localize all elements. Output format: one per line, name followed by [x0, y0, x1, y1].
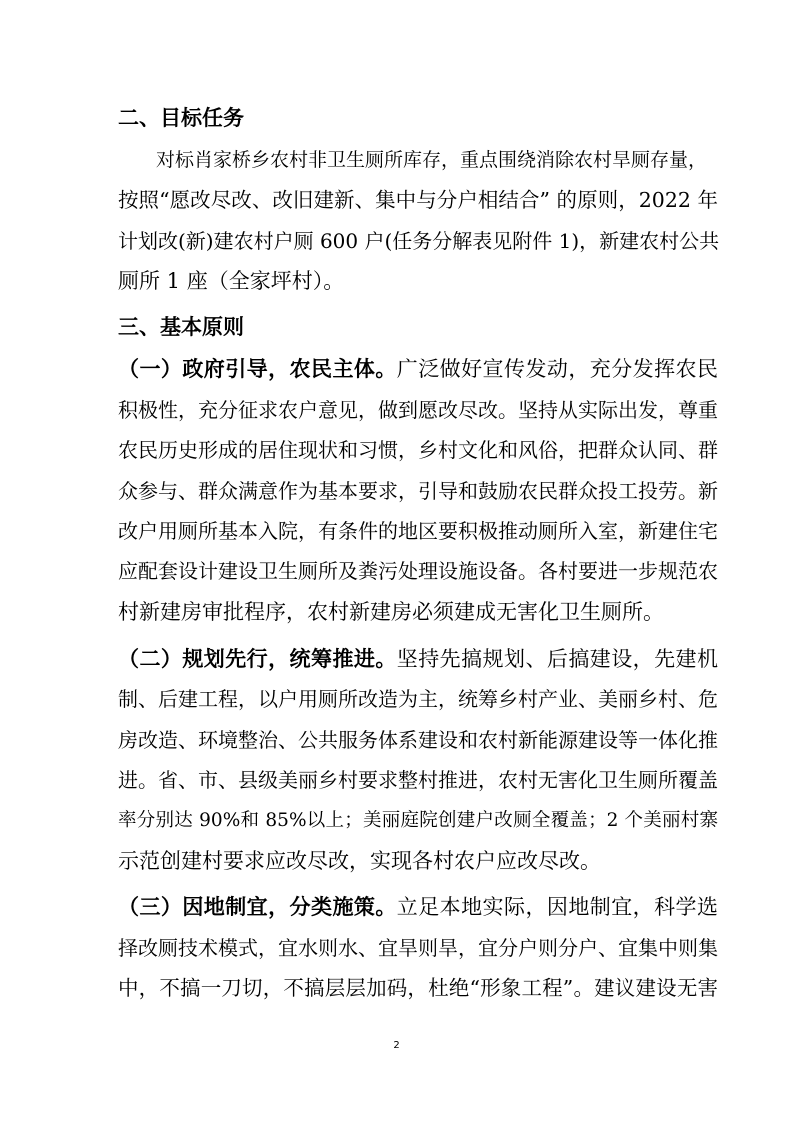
paragraph-line: 房改造、环境整治、公共服务体系建设和农村新能源建设等一体化推 — [118, 728, 718, 752]
paragraph-line: 进。省、市、县级美丽乡村要求整村推进，农村无害化卫生厕所覆盖 — [118, 768, 718, 792]
paragraph-line: 农民历史形成的居住现状和习惯，乡村文化和风俗，把群众认同、群 — [118, 438, 718, 462]
paragraph-line: 应配套设计建设卫生厕所及粪污处理设施设备。各村要进一步规范农 — [118, 559, 718, 583]
paragraph-line: 村新建房审批程序，农村新建房必须建成无害化卫生厕所。 — [118, 600, 664, 624]
paragraph-line: 计划改(新)建农村户厕 600 户(任务分解表见附件 1)，新建农村公共 — [118, 229, 720, 253]
paragraph-line: 对标肖家桥乡农村非卫生厕所库存，重点围绕消除农村旱厕存量， — [118, 149, 708, 171]
paragraph-line: 中，不搞一刀切，不搞层层加码，杜绝“形象工程”。建议建设无害 — [118, 976, 718, 1000]
principle-3-first-line — [118, 892, 718, 922]
principle-1-first-line — [118, 354, 718, 384]
principle-2-first-line — [118, 644, 718, 674]
paragraph-line: 示范创建村要求应改尽改，实现各村农户应改尽改。 — [118, 849, 601, 873]
heading-target-tasks: 二、目标任务 — [118, 106, 244, 130]
paragraph-line: 众参与、群众满意作为基本要求，引导和鼓励农民群众投工投劳。新 — [118, 479, 718, 503]
paragraph-line: 率分别达 90%和 85%以上；美丽庭院创建户改厕全覆盖；2 个美丽村寨 — [118, 810, 718, 831]
principle-1-text: 广泛做好宣传发动，充分发挥农民 — [396, 357, 719, 381]
paragraph-line: 按照“愿改尽改、改旧建新、集中与分户相结合” 的原则，2022 年 — [118, 188, 718, 212]
paragraph-line: 积极性，充分征求农户意见，做到愿改尽改。坚持从实际出发，尊重 — [118, 398, 718, 422]
page-number: 2 — [393, 1040, 400, 1051]
principle-2-title: （二）规划先行，统筹推进。 — [118, 647, 397, 671]
principle-3-text: 立足本地实际，因地制宜，科学选 — [396, 895, 719, 919]
paragraph-line: 择改厕技术模式，宜水则水、宜旱则旱，宜分户则分户、宜集中则集 — [118, 936, 718, 960]
heading-basic-principles: 三、基本原则 — [118, 315, 244, 339]
paragraph-line: 制、后建工程，以户用厕所改造为主，统筹乡村产业、美丽乡村、危 — [118, 687, 718, 711]
principle-2-text: 坚持先搞规划、后搞建设，先建机 — [396, 647, 719, 671]
paragraph-line: 厕所 1 座（全家坪村）。 — [118, 269, 345, 293]
principle-3-title: （三）因地制宜，分类施策。 — [118, 895, 397, 919]
principle-1-title: （一）政府引导，农民主体。 — [118, 357, 397, 381]
paragraph-line: 改户用厕所基本入院，有条件的地区要积极推动厕所入室，新建住宅 — [118, 519, 718, 543]
